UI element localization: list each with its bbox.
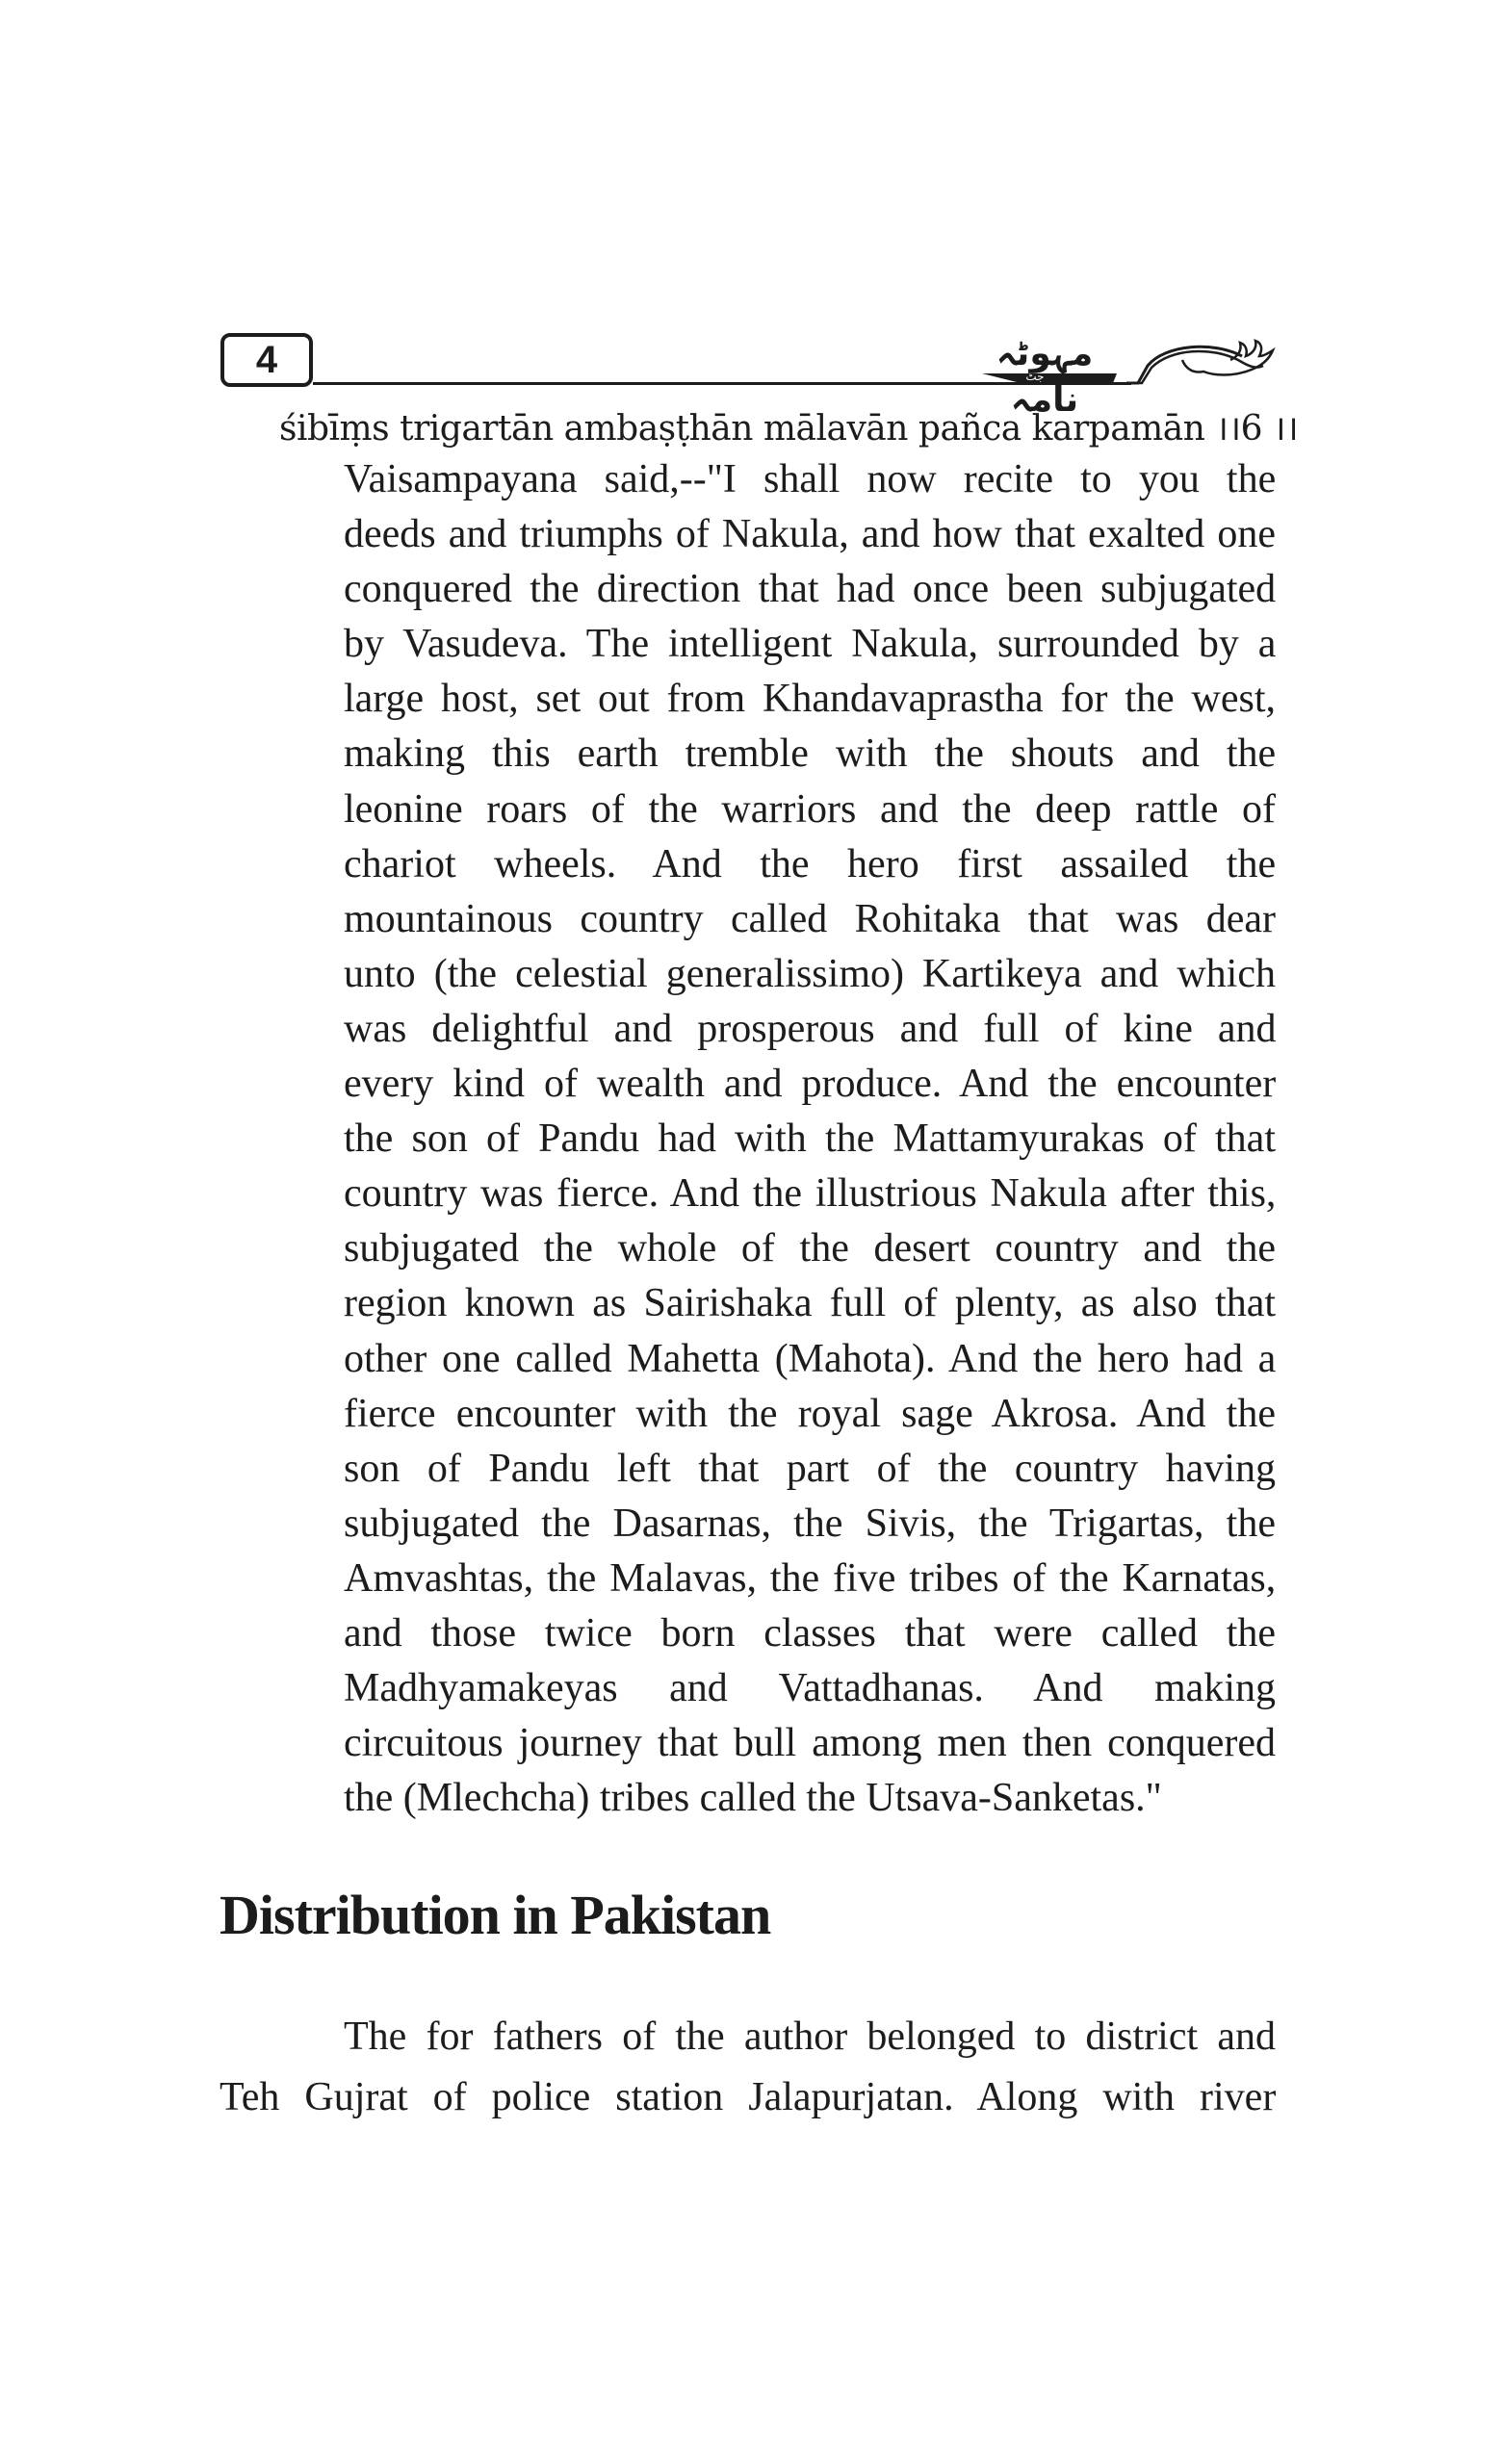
passage-line: leonine roars of the warriors and the deep rattle of [344,786,1276,832]
book-subtag-urdu: جٹ [1025,370,1045,383]
passage-line: the (Mlechcha) tribes called the Utsava-Sanketas." [344,1776,1162,1821]
passage-line: country was fierce. And the illustrious Nakula after this, [344,1171,1277,1217]
passage-line: conquered the direction that had once been subjugated [344,567,1277,612]
passage-line: subjugated the whole of the desert country and the [344,1226,1276,1271]
section-paragraph [220,2007,1276,2128]
page-number-badge [220,333,313,387]
passage-line: was delightful and prosperous and full of kine and [344,1006,1277,1051]
section-heading: Distribution in Pakistan [220,1884,771,1946]
passage-line: chariot wheels. And the hero first assailed the [344,841,1277,886]
passage-line: subjugated the Dasarnas, the Sivis, the Trigartas, the [344,1501,1276,1546]
quoted-passage [344,452,1276,1826]
passage-line: circuitous journey that bull among men then conquered [344,1721,1276,1766]
passage-line: fierce encounter with the royal sage Akrosa. And the [344,1391,1276,1436]
passage-line: other one called Mahetta (Mahota). And the hero had a [344,1336,1277,1381]
passage-line: deeds and triumphs of Nakula, and how that exalted one [344,512,1276,557]
paragraph-line: The for fathers of the author belonged to district and [344,2015,1276,2059]
passage-line: son of Pandu left that part of the country having [344,1446,1276,1491]
passage-line: Vaisampayana said,--"I shall now recite to you the [344,457,1277,501]
sanskrit-verse-line: śibīṃs trigartān ambaṣṭhān mālavān pañca karpamān ।।6 ।। [279,409,1299,449]
passage-line: the son of Pandu had with the Mattamyurakas of that [344,1116,1276,1162]
passage-line: Madhyamakeyas and Vattadhanas. And making [344,1666,1276,1711]
paragraph-line: Teh Gujrat of police station Jalapurjatan. Along with river [220,2075,1277,2119]
passage-line: every kind of wealth and produce. And the encounter [344,1062,1277,1107]
passage-line: and those twice born classes that were called the [344,1610,1277,1656]
book-title-urdu: مہوٹہ نامہ [996,334,1094,420]
passage-line: region known as Sairishaka full of plenty, as also that [344,1281,1276,1326]
passage-line: unto (the celestial generalissimo) Kartikeya and which [344,951,1276,996]
page-number: 4 [255,338,278,381]
passage-line: by Vasudeva. The intelligent Nakula, surrounded by a [344,622,1277,667]
scroll-curve [1132,351,1263,383]
passage-line: mountainous country called Rohitaka that was dear [344,896,1276,941]
passage-line: large host, set out from Khandavaprastha for the west, [344,677,1276,722]
passage-line: making this earth tremble with the shouts and the [344,732,1277,777]
passage-line: Amvashtas, the Malavas, the five tribes of the Karnatas, [344,1555,1277,1601]
